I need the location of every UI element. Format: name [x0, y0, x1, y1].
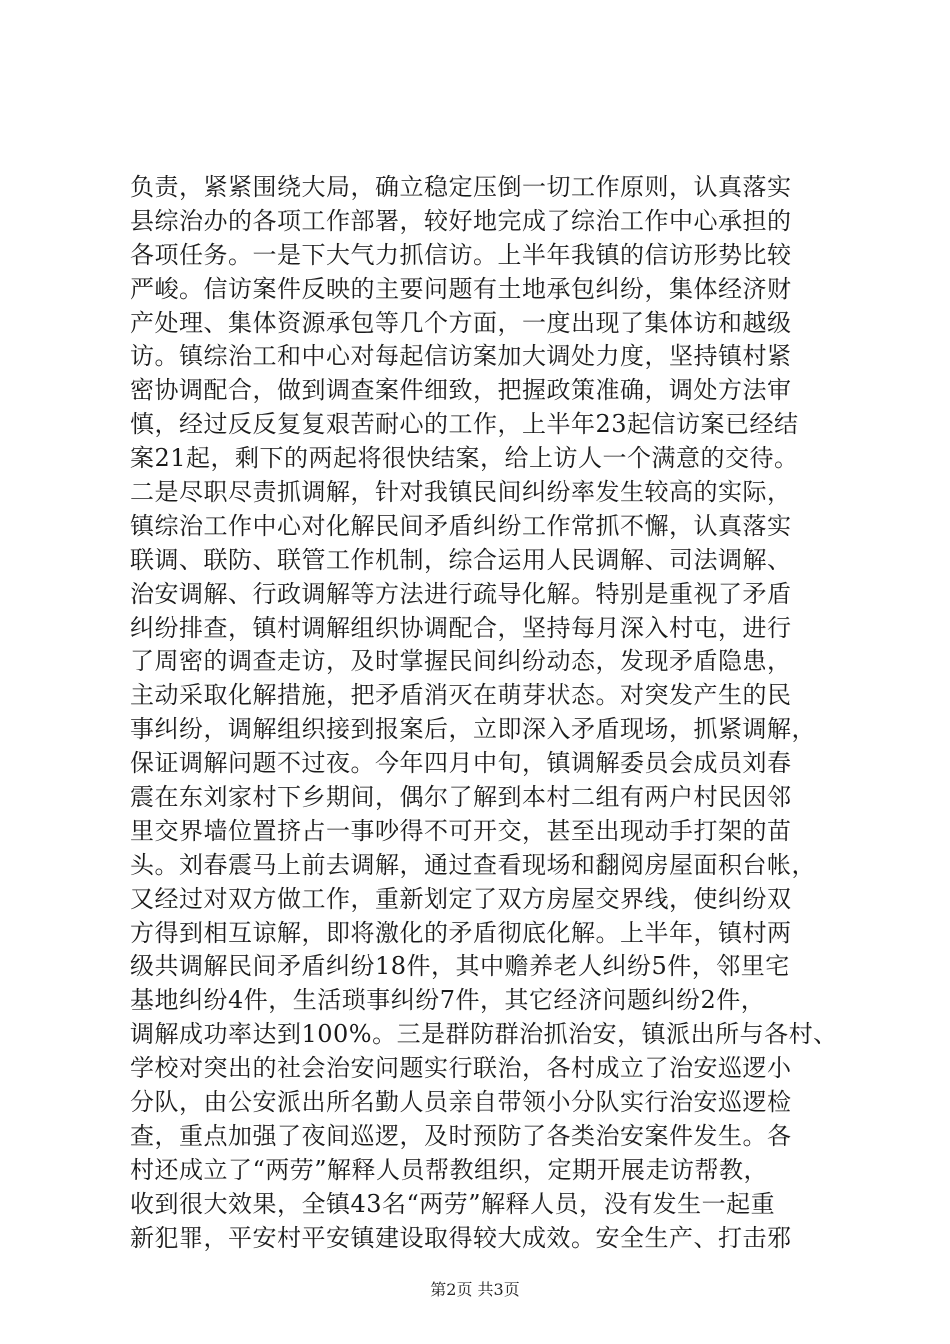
- text-line: 密协调配合，做到调查案件细致，把握政策准确，调处方法审: [130, 376, 792, 405]
- text-line: 访。镇综治工和中心对每起信访案加大调处力度，坚持镇村紧: [130, 342, 792, 371]
- text-line: 主动采取化解措施，把矛盾消灭在萌芽状态。对突发产生的民: [130, 681, 792, 710]
- text-line: 级共调解民间矛盾纠纷18件，其中赡养老人纠纷5件，邻里宅: [130, 952, 790, 981]
- text-line: 学校对突出的社会治安问题实行联治，各村成立了治安巡逻小: [130, 1054, 792, 1083]
- text-line: 里交界墙位置挤占一事吵得不可开交，甚至出现动手打架的苗: [130, 816, 792, 845]
- text-line: 二是尽职尽责抓调解，针对我镇民间纠纷率发生较高的实际，: [130, 478, 792, 507]
- text-line: 村还成立了“两劳”解释人员帮教组织，定期开展走访帮教，: [130, 1155, 769, 1184]
- text-line: 严峻。信访案件反映的主要问题有土地承包纠纷，集体经济财: [130, 274, 792, 303]
- text-line: 案21起，剩下的两起将很快结案，给上访人一个满意的交待。: [130, 444, 799, 473]
- text-line: 镇综治工作中心对化解民间矛盾纠纷工作常抓不懈，认真落实: [130, 511, 792, 540]
- body-text: [130, 171, 838, 1256]
- text-line: 保证调解问题不过夜。今年四月中旬，镇调解委员会成员刘春: [130, 749, 792, 778]
- text-line: 事纠纷，调解组织接到报案后，立即深入矛盾现场，抓紧调解，: [130, 715, 816, 744]
- text-line: 纠纷排查，镇村调解组织协调配合，坚持每月深入村屯，进行: [130, 613, 792, 642]
- text-line: 调解成功率达到100%。三是群防群治抓治安，镇派出所与各村、: [130, 1020, 838, 1049]
- text-line: 了周密的调查走访，及时掌握民间纠纷动态，发现矛盾隐患，: [130, 647, 792, 676]
- page-footer: 第2页 共3页: [430, 1280, 520, 1299]
- text-line: 新犯罪，平安村平安镇建设取得较大成效。安全生产、打击邪: [130, 1223, 792, 1252]
- text-line: 基地纠纷4件，生活琐事纠纷7件，其它经济问题纠纷2件，: [130, 986, 766, 1015]
- text-line: 又经过对双方做工作，重新划定了双方房屋交界线，使纠纷双: [130, 884, 792, 913]
- text-line: 收到很大效果，全镇43名“两劳”解释人员，没有发生一起重: [130, 1189, 776, 1218]
- text-line: 治安调解、行政调解等方法进行疏导化解。特别是重视了矛盾: [130, 579, 792, 608]
- text-line: 负责，紧紧围绕大局，确立稳定压倒一切工作原则，认真落实: [130, 173, 792, 201]
- text-line: 头。刘春震马上前去调解，通过查看现场和翻阅房屋面积台帐，: [130, 850, 816, 879]
- text-line: 产处理、集体资源承包等几个方面，一度出现了集体访和越级: [130, 308, 792, 337]
- text-line: 分队，由公安派出所名勤人员亲自带领小分队实行治安巡逻检: [130, 1088, 792, 1117]
- text-line: 联调、联防、联管工作机制，综合运用人民调解、司法调解、: [130, 545, 792, 574]
- text-line: 查，重点加强了夜间巡逻，及时预防了各类治安案件发生。各: [130, 1121, 792, 1150]
- text-line: 各项任务。一是下大气力抓信访。上半年我镇的信访形势比较: [130, 240, 792, 269]
- text-line: 慎，经过反反复复艰苦耐心的工作，上半年23起信访案已经结: [130, 410, 799, 439]
- text-line: 方得到相互谅解，即将激化的矛盾彻底化解。上半年，镇村两: [130, 918, 792, 947]
- text-line: 震在东刘家村下乡期间，偶尔了解到本村二组有两户村民因邻: [130, 783, 792, 812]
- text-line: 县综治办的各项工作部署，较好地完成了综治工作中心承担的: [130, 206, 792, 235]
